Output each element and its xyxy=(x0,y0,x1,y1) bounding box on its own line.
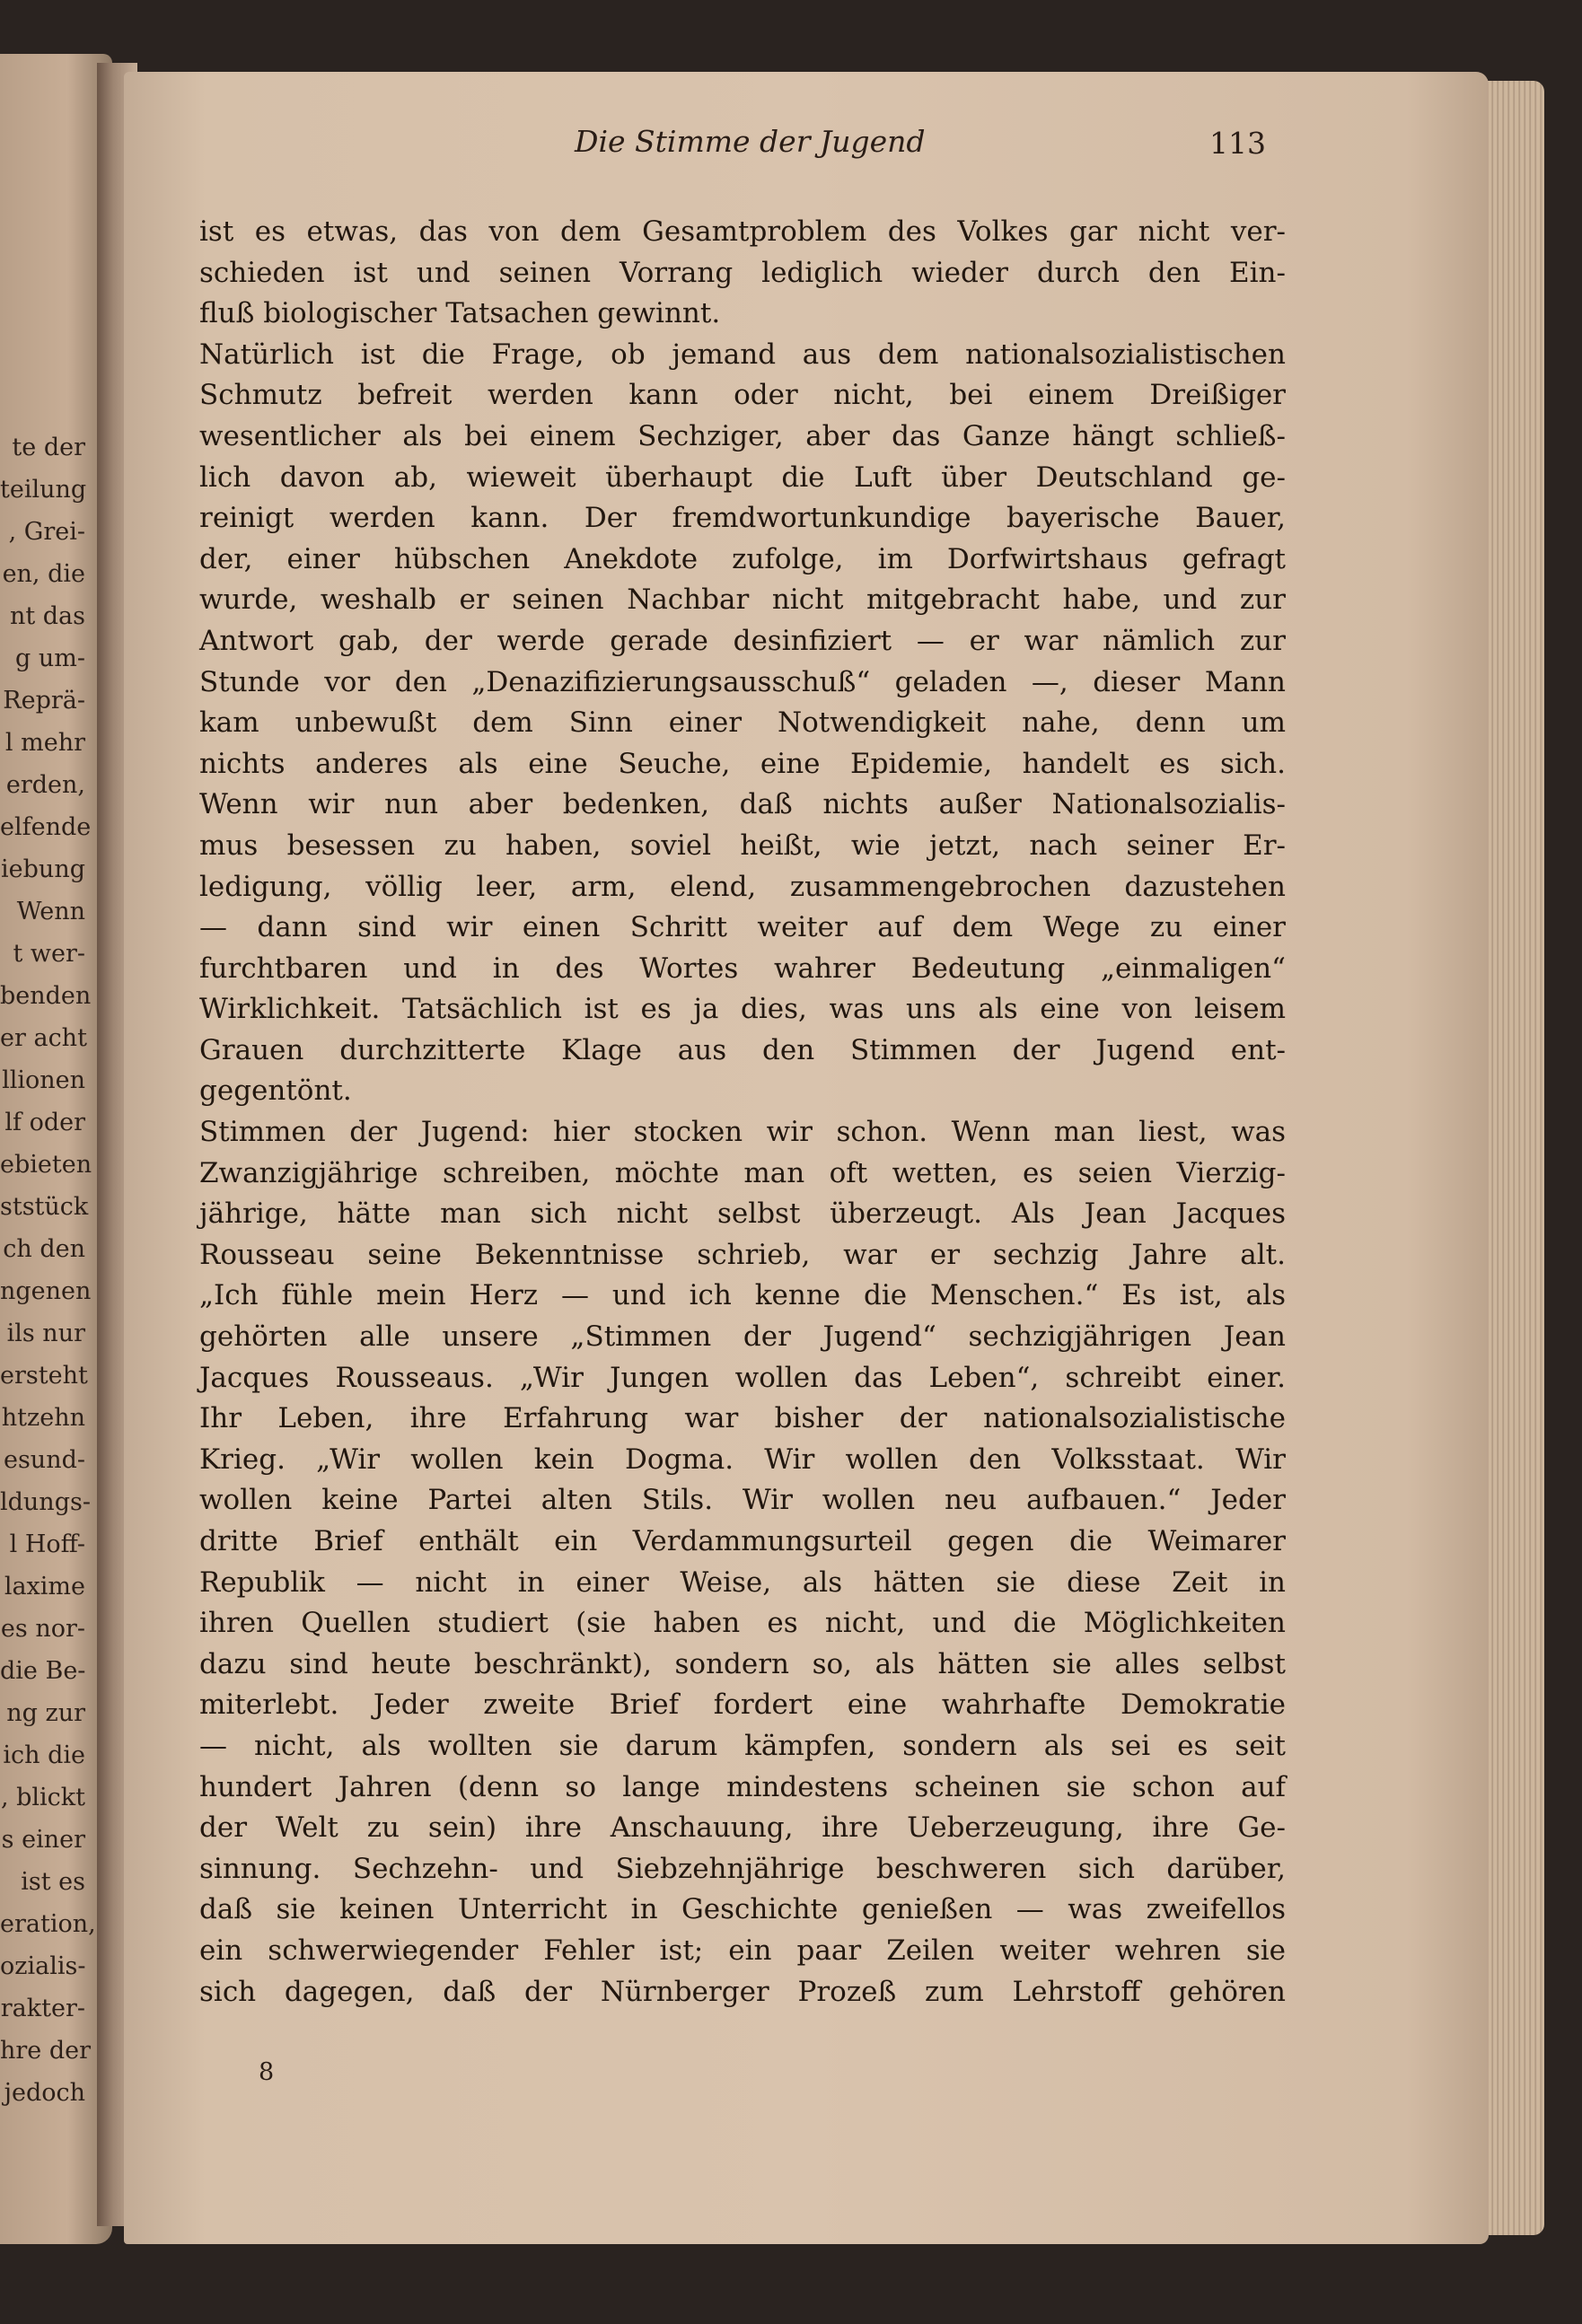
previous-page-line-fragment: htzehn xyxy=(1,1404,85,1432)
text-line: Wenn wir nun aber bedenken, daß nichts außer Nationalsozialis- xyxy=(199,788,1286,821)
previous-page-line-fragment: , blickt xyxy=(0,1784,85,1811)
previous-page-line-fragment: esund- xyxy=(3,1446,85,1474)
text-line: der, einer hübschen Anekdote zufolge, im Dorfwirtshaus gefragt xyxy=(199,542,1286,575)
text-line: Stimmen der Jugend: hier stocken wir schon. Wenn man liest, was xyxy=(199,1116,1286,1149)
text-line: Krieg. „Wir wollen kein Dogma. Wir wollen den Volksstaat. Wir xyxy=(199,1443,1286,1476)
text-line: ihren Quellen studiert (sie haben es nicht, und die Möglichkeiten xyxy=(199,1607,1286,1640)
text-line: dritte Brief enthält ein Verdammungsurteil gegen die Weimarer xyxy=(199,1525,1286,1557)
text-line: der Welt zu sein) ihre Anschauung, ihre Ueberzeugung, ihre Ge- xyxy=(199,1811,1286,1845)
text-line: gehörten alle unsere „Stimmen der Jugend“ sechzigjährigen Jean xyxy=(199,1320,1286,1354)
previous-page-line-fragment: ch den xyxy=(3,1235,85,1263)
text-line: lich davon ab, wieweit überhaupt die Luft über Deutschland ge- xyxy=(199,460,1286,494)
text-line: schieden ist und seinen Vorrang lediglich wieder durch den Ein- xyxy=(199,256,1286,289)
text-line: Ihr Leben, ihre Erfahrung war bisher der nationalsozialistische xyxy=(199,1402,1286,1435)
text-line: Wirklichkeit. Tatsächlich ist es ja dies, was uns als eine von leisem xyxy=(199,993,1286,1026)
text-line: gegentönt. xyxy=(199,1074,352,1108)
previous-page-line-fragment: s einer xyxy=(1,1826,85,1854)
text-line: fluß biologischer Tatsachen gewinnt. xyxy=(199,297,721,330)
previous-page-line-fragment: Wenn xyxy=(16,898,85,925)
text-line: kam unbewußt dem Sinn einer Notwendigkeit nahe, denn um xyxy=(199,706,1286,740)
previous-page-line-fragment: lf oder xyxy=(4,1109,85,1136)
previous-page-line-fragment: elfende xyxy=(0,813,92,841)
previous-page-line-fragment: l mehr xyxy=(4,729,85,757)
previous-page-line-fragment: rakter- xyxy=(0,1995,85,2022)
previous-page-line-ends xyxy=(0,426,96,2114)
previous-page-line-fragment: ng zur xyxy=(6,1699,85,1727)
previous-page-line-fragment: nt das xyxy=(9,602,85,630)
previous-page-line-fragment: iebung xyxy=(1,855,85,883)
previous-page-line-fragment: laxime xyxy=(4,1573,85,1600)
previous-page-line-fragment: es nor- xyxy=(0,1615,85,1643)
body-text xyxy=(199,212,1286,2013)
text-line: ein schwerwiegender Fehler ist; ein paar Zeilen weiter wehren sie xyxy=(199,1934,1286,1967)
text-line: Zwanzigjährige schreiben, möchte man oft wetten, es seien Vierzig- xyxy=(199,1156,1286,1189)
previous-page-line-fragment: ldungs- xyxy=(0,1488,91,1516)
previous-page-line-fragment: eration, xyxy=(0,1910,96,1938)
previous-page-line-fragment: llionen xyxy=(2,1066,85,1094)
text-line: daß sie keinen Unterricht in Geschichte genießen — was zweifellos xyxy=(199,1893,1286,1926)
running-head: Die Stimme der Jugend xyxy=(575,124,926,159)
previous-page-line-fragment: ich die xyxy=(3,1741,85,1769)
previous-page-line-fragment: ebieten xyxy=(0,1151,92,1179)
text-line: sich dagegen, daß der Nürnberger Prozeß zum Lehrstoff gehören xyxy=(199,1975,1286,2008)
previous-page-line-fragment: hre der xyxy=(0,2037,92,2065)
previous-page-line-fragment: jedoch xyxy=(4,2079,85,2107)
text-line: ist es etwas, das von dem Gesamtproblem des Volkes gar nicht ver- xyxy=(199,215,1286,248)
previous-page-line-fragment: , Grei- xyxy=(8,518,85,546)
previous-page-line-fragment: erden, xyxy=(5,771,85,799)
previous-page-line-fragment: ozialis- xyxy=(0,1952,86,1980)
text-line: Grauen durchzitterte Klage aus den Stimmen der Jugend ent- xyxy=(199,1033,1286,1066)
previous-page-line-fragment: benden xyxy=(0,982,92,1010)
text-line: wollen keine Partei alten Stils. Wir wollen neu aufbauen.“ Jeder xyxy=(199,1484,1286,1517)
text-line: reinigt werden kann. Der fremdwortunkundige bayerische Bauer, xyxy=(199,502,1286,535)
text-line: furchtbaren und in des Wortes wahrer Bedeutung „einmaligen“ xyxy=(199,952,1286,985)
previous-page-line-fragment: teilung xyxy=(0,476,87,504)
previous-page-line-fragment: en, die xyxy=(2,560,85,588)
text-line: „Ich fühle mein Herz — und ich kenne die Menschen.“ Es ist, als xyxy=(199,1279,1286,1312)
text-line: wesentlicher als bei einem Sechziger, aber das Ganze hängt schließ- xyxy=(199,419,1286,452)
previous-page-line-fragment: ersteht xyxy=(0,1362,88,1390)
text-line: — dann sind wir einen Schritt weiter auf dem Wege zu einer xyxy=(199,911,1286,944)
text-line: Jacques Rousseaus. „Wir Jungen wollen das Leben“, schreibt einer. xyxy=(199,1361,1286,1394)
text-line: Schmutz befreit werden kann oder nicht, bei einem Dreißiger xyxy=(199,379,1286,412)
text-line: jährige, hätte man sich nicht selbst überzeugt. Als Jean Jacques xyxy=(199,1197,1286,1231)
text-line: Rousseau seine Bekenntnisse schrieb, war er sechzig Jahre alt. xyxy=(199,1238,1286,1271)
text-line: Antwort gab, der werde gerade desinfiziert — er war nämlich zur xyxy=(199,624,1286,657)
previous-page-fragment xyxy=(0,54,112,2244)
text-line: nichts anderes als eine Seuche, eine Epidemie, handelt es sich. xyxy=(199,747,1286,780)
text-line: — nicht, als wollten sie darum kämpfen, sondern als sei es seit xyxy=(199,1729,1286,1762)
previous-page-line-fragment: ist es xyxy=(21,1868,85,1896)
text-line: sinnung. Sechzehn- und Siebzehnjährige beschweren sich darüber, xyxy=(199,1852,1286,1885)
previous-page-line-fragment: te der xyxy=(12,434,85,461)
signature-mark: 8 xyxy=(259,2058,275,2086)
text-line: mus besessen zu haben, soviel heißt, wie jetzt, nach seiner Er- xyxy=(199,829,1286,862)
previous-page-line-fragment: g um- xyxy=(15,645,85,672)
previous-page-line-fragment: er acht xyxy=(0,1024,87,1052)
text-line: Republik — nicht in einer Weise, als hätten sie diese Zeit in xyxy=(199,1565,1286,1599)
page-number: 113 xyxy=(1209,126,1266,161)
text-line: ledigung, völlig leer, arm, elend, zusammengebrochen dazustehen xyxy=(199,870,1286,903)
previous-page-line-fragment: t wer- xyxy=(13,940,85,968)
text-line: hundert Jahren (denn so lange mindestens scheinen sie schon auf xyxy=(199,1770,1286,1803)
previous-page-line-fragment: Reprä- xyxy=(3,687,85,715)
text-line: Natürlich ist die Frage, ob jemand aus dem nationalsozialistischen xyxy=(199,338,1286,371)
text-line: miterlebt. Jeder zweite Brief fordert eine wahrhafte Demokratie xyxy=(199,1688,1286,1722)
text-line: dazu sind heute beschränkt), sondern so, als hätten sie alles selbst xyxy=(199,1647,1286,1680)
text-line: Stunde vor den „Denazifizierungsausschuß“ geladen —, dieser Mann xyxy=(199,665,1286,698)
previous-page-line-fragment: die Be- xyxy=(0,1657,86,1685)
previous-page-line-fragment: ststück xyxy=(0,1193,89,1221)
previous-page-line-fragment: l Hoff- xyxy=(9,1530,85,1558)
previous-page-line-fragment: ngenen xyxy=(0,1277,92,1305)
previous-page-line-fragment: ils nur xyxy=(6,1320,85,1347)
text-line: wurde, weshalb er seinen Nachbar nicht mitgebracht habe, und zur xyxy=(199,583,1286,617)
